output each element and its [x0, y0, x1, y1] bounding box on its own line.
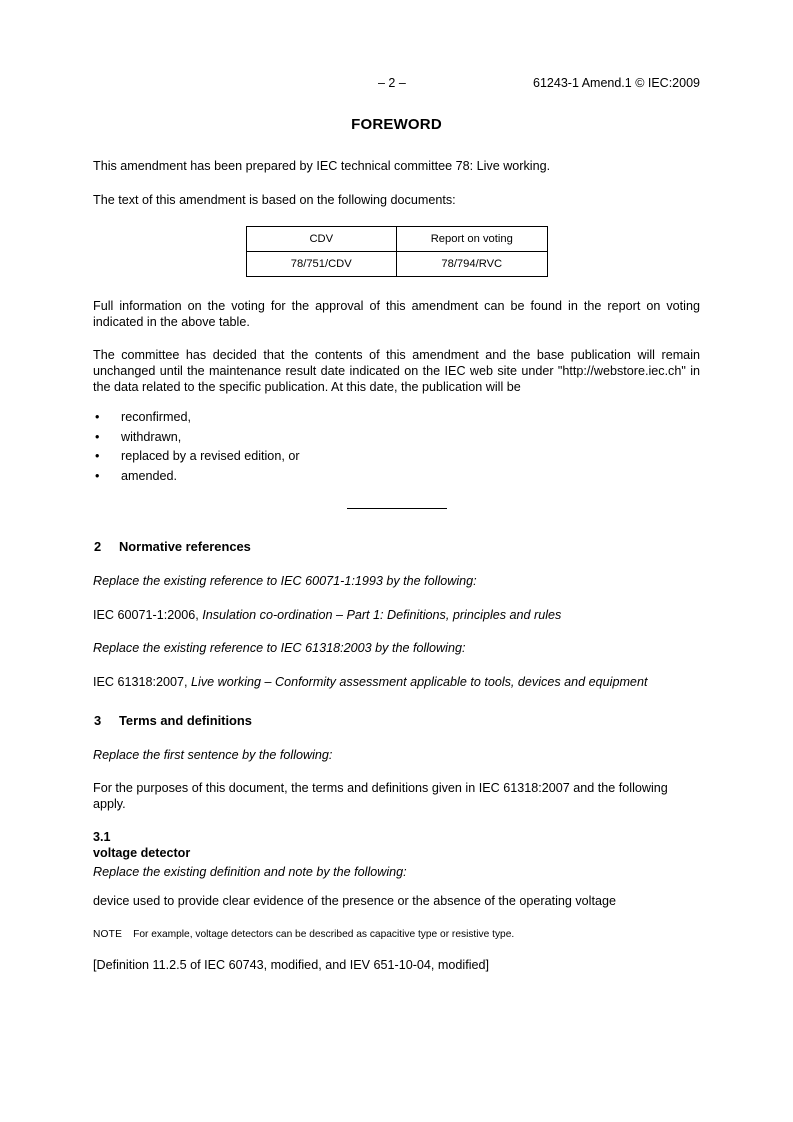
foreword-paragraph-2: The text of this amendment is based on the following documents: — [93, 192, 456, 207]
clause-2-instruction-2: Replace the existing reference to IEC 61318:2003 by the following: — [93, 641, 466, 656]
clause-2-reference-1 — [93, 608, 700, 624]
foreword-paragraph-4: The committee has decided that the contents of this amendment and the base publication will remain unchanged until the maintenance result date indicated on the IEC web site under "http://webstore.iec.ch" in the data related to the specific publication. At this date, the publication will be — [93, 348, 700, 394]
clause-2-number: 2 — [94, 539, 102, 555]
clause-2-title: Normative references — [119, 539, 251, 555]
list-item: • replaced by a revised edition, or — [93, 447, 700, 467]
term-name: voltage detector — [93, 845, 191, 860]
documents-table-wrapper — [93, 226, 700, 277]
section-separator-wrapper — [93, 508, 700, 509]
term-note — [93, 928, 700, 941]
clause-2-reference-1-designation: IEC 60071-1:2006, — [93, 607, 203, 622]
term-number: 3.1 — [93, 830, 111, 845]
table-header-cdv: CDV — [246, 227, 397, 252]
clause-2-reference-2 — [93, 675, 700, 691]
note-text: For example, voltage detectors can be described as capacitive type or resistive type. — [133, 928, 515, 940]
clause-2-instruction-1: Replace the existing reference to IEC 60071-1:1993 by the following: — [93, 574, 477, 589]
clause-2-reference-1-title: Insulation co-ordination – Part 1: Definitions, principles and rules — [202, 607, 562, 622]
publication-status-list — [93, 408, 700, 486]
clause-3-instruction-1: Replace the first sentence by the following: — [93, 747, 333, 762]
clause-3-number: 3 — [94, 712, 102, 728]
page-number: – 2 – — [378, 76, 406, 90]
note-label: NOTE — [93, 928, 123, 940]
clause-2-reference-2-title: Live working – Conformity assessment applicable to tools, devices and equipment — [191, 674, 648, 689]
term-instruction: Replace the existing definition and note by the following: — [93, 865, 407, 880]
table-header-report-on-voting: Report on voting — [397, 227, 548, 252]
list-item: • amended. — [93, 467, 700, 487]
table-cell-cdv-value: 78/751/CDV — [246, 252, 397, 277]
term-source-reference: [Definition 11.2.5 of IEC 60743, modified, and IEV 651-10-04, modified] — [93, 957, 490, 972]
clause-2-reference-2-designation: IEC 61318:2007, — [93, 674, 192, 689]
clause-2-heading — [93, 539, 700, 555]
documents-table — [246, 226, 548, 277]
page-content — [93, 115, 700, 991]
clause-3-heading — [93, 713, 700, 729]
table-cell-report-value: 78/794/RVC — [397, 252, 548, 277]
foreword-paragraph-3: Full information on the voting for the approval of this amendment can be found in the report on voting indicated in the above table. — [93, 299, 700, 329]
list-item: • reconfirmed, — [93, 408, 700, 428]
table-header-row — [246, 227, 547, 252]
foreword-title: FOREWORD — [351, 116, 442, 133]
table-row — [246, 252, 547, 277]
term-definition: device used to provide clear evidence of the presence or the absence of the operating voltage — [93, 893, 616, 908]
foreword-paragraph-1: This amendment has been prepared by IEC technical committee 78: Live working. — [93, 159, 551, 173]
section-separator-rule — [347, 508, 447, 509]
running-header — [93, 75, 700, 91]
document-reference: 61243-1 Amend.1 © IEC:2009 — [533, 76, 700, 90]
clause-3-paragraph-1: For the purposes of this document, the terms and definitions given in IEC 61318:2007 and the following apply. — [93, 781, 668, 811]
list-item: • withdrawn, — [93, 428, 700, 448]
clause-3-title: Terms and definitions — [119, 712, 252, 728]
